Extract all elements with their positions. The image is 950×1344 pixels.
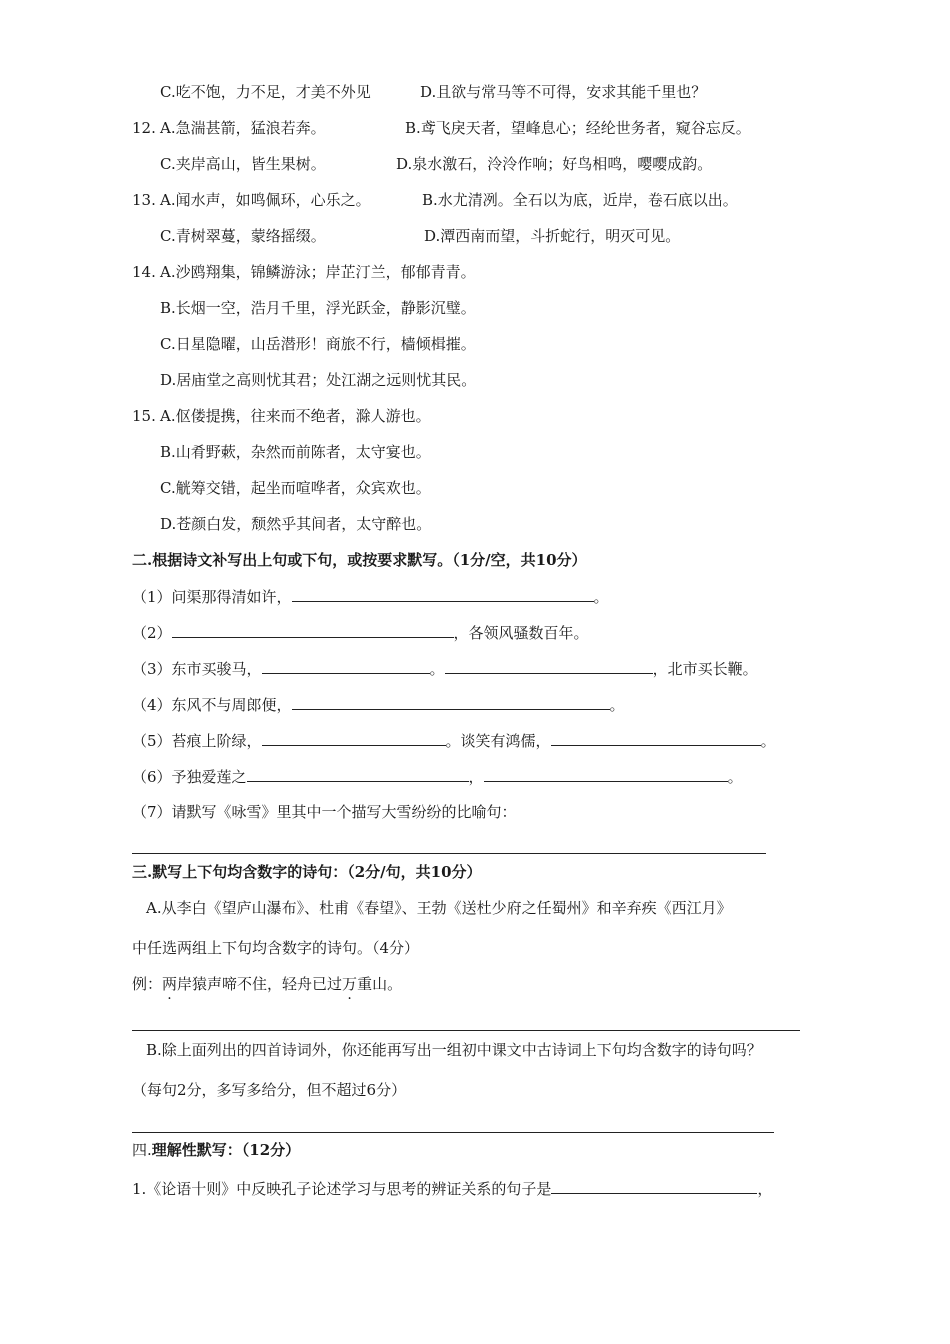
- answer-blank[interactable]: [262, 730, 446, 746]
- q14-option-a: A.沙鸥翔集，锦鳞游泳；岸芷汀兰，郁郁青青。: [160, 263, 476, 281]
- section4-heading: [132, 1140, 300, 1160]
- example-text: 重山。: [357, 975, 403, 993]
- section4-number: 四.: [132, 1141, 152, 1159]
- q11-option-c: C.吃不饱，力不足，才美不外见: [160, 83, 371, 101]
- q14-option-b: B.长烟一空，浩月千里，浮光跃金，静影沉璧。: [160, 299, 476, 317]
- q13-option-c: C.青树翠蔓，蒙络摇缀。: [160, 227, 326, 245]
- fill-item-2-text: （2）: [132, 624, 172, 642]
- fill-item-7: （7）请默写《咏雪》里其中一个描写大雪纷纷的比喻句：: [132, 803, 517, 821]
- q14-number: 14.: [132, 263, 156, 281]
- fill-item-3-end: ，北市买长鞭。: [652, 660, 758, 678]
- section4-title: 理解性默写：（12分）: [151, 1141, 301, 1159]
- fill-item-3-text: （3）东市买骏马，: [132, 660, 262, 678]
- q15-option-d: D.苍颜白发，颓然乎其间者，太守醉也。: [160, 515, 432, 533]
- fill-item-1: [132, 586, 609, 607]
- q13-option-a: A.闻水声，如鸣佩环，心乐之。: [160, 191, 371, 209]
- q14-option-c: C.日星隐曜，山岳潜形！商旅不行，樯倾楫摧。: [160, 335, 476, 353]
- fill-item-5-end: 。: [760, 732, 776, 750]
- section4-item-1: [132, 1178, 772, 1199]
- q12-option-d: D.泉水激石，泠泠作响；好鸟相鸣，嘤嘤成韵。: [396, 155, 713, 173]
- fill-item-3: [132, 658, 758, 679]
- q12-option-a: A.急湍甚箭，猛浪若奔。: [160, 119, 326, 137]
- section3-example: [132, 974, 402, 994]
- q15-number: 15.: [132, 407, 156, 425]
- fill-item-3-mid: 。: [429, 660, 445, 678]
- section3-part-b-line2: （每句2分，多写多给分，但不超过6分）: [132, 1081, 407, 1099]
- section4-item-1-text: 1.《论语十则》中反映孔子论述学习与思考的辨证关系的句子是: [132, 1180, 552, 1198]
- fill-item-6-mid: ，: [468, 768, 484, 786]
- fill-item-5-text: （5）苔痕上阶绿，: [132, 732, 262, 750]
- example-label: 例：: [132, 975, 163, 993]
- q12-number: 12.: [132, 119, 156, 137]
- fill-item-4-text: （4）东风不与周郎便，: [132, 696, 292, 714]
- section3-part-a-line1: A.从李白《望庐山瀑布》、杜甫《春望》、王勃《送杜少府之任蜀州》和辛弃疾《西江月》: [146, 899, 732, 917]
- fill-item-4-end: 。: [609, 696, 625, 714]
- emphasis-char: 万: [342, 975, 358, 993]
- fill-item-2-end: ，各领风骚数百年。: [453, 624, 589, 642]
- section3-heading: 三.默写上下句均含数字的诗句：（2分/句，共10分）: [132, 863, 482, 881]
- q15-option-c: C.觥筹交错，起坐而喧哗者，众宾欢也。: [160, 479, 431, 497]
- answer-blank[interactable]: [445, 658, 653, 674]
- q15-option-a: A.伛偻提携，往来而不绝者，滁人游也。: [160, 407, 431, 425]
- example-text: 岸猿声啼不住，轻舟已过: [177, 975, 343, 993]
- answer-line[interactable]: [132, 853, 766, 854]
- fill-item-6-text: （6）予独爱莲之: [132, 768, 247, 786]
- answer-line[interactable]: [132, 1132, 774, 1133]
- fill-item-1-end: 。: [593, 588, 609, 606]
- fill-item-6: [132, 766, 743, 787]
- section2-heading: 二.根据诗文补写出上句或下句，或按要求默写。（1分/空，共10分）: [132, 551, 587, 569]
- fill-item-5-mid: 。谈笑有鸿儒，: [445, 732, 551, 750]
- q13-option-b: B.水尤清冽。全石以为底，近岸，卷石底以出。: [422, 191, 738, 209]
- fill-item-2: [132, 622, 589, 643]
- fill-item-4: [132, 694, 625, 715]
- fill-item-1-text: （1）问渠那得清如许，: [132, 588, 292, 606]
- section4-item-1-end: ，: [757, 1180, 773, 1198]
- answer-blank[interactable]: [262, 658, 430, 674]
- answer-blank[interactable]: [484, 766, 728, 782]
- q11-option-d: D.且欲与常马等不可得，安求其能千里也？: [420, 83, 707, 101]
- section3-part-a-line2: 中任选两组上下句均含数字的诗句。（4分）: [132, 939, 420, 957]
- q13-number: 13.: [132, 191, 156, 209]
- answer-blank[interactable]: [551, 1178, 757, 1194]
- q13-option-d: D.潭西南而望，斗折蛇行，明灭可见。: [424, 227, 681, 245]
- emphasis-char: 两: [162, 975, 178, 993]
- answer-line[interactable]: [132, 1030, 800, 1031]
- q15-option-b: B.山肴野蔌，杂然而前陈者，太守宴也。: [160, 443, 431, 461]
- q12-option-c: C.夹岸高山，皆生果树。: [160, 155, 326, 173]
- answer-blank[interactable]: [172, 622, 454, 638]
- q14-option-d: D.居庙堂之高则忧其君；处江湖之远则忧其民。: [160, 371, 477, 389]
- q12-option-b: B.鸢飞戾天者，望峰息心；经纶世务者，窥谷忘反。: [405, 119, 751, 137]
- section3-part-b-line1: B.除上面列出的四首诗词外，你还能再写出一组初中课文中古诗词上下句均含数字的诗句吗？: [146, 1041, 762, 1059]
- answer-blank[interactable]: [292, 694, 610, 710]
- answer-blank[interactable]: [247, 766, 469, 782]
- answer-blank[interactable]: [551, 730, 761, 746]
- answer-blank[interactable]: [292, 586, 594, 602]
- fill-item-5: [132, 730, 776, 751]
- fill-item-6-end: 。: [727, 768, 743, 786]
